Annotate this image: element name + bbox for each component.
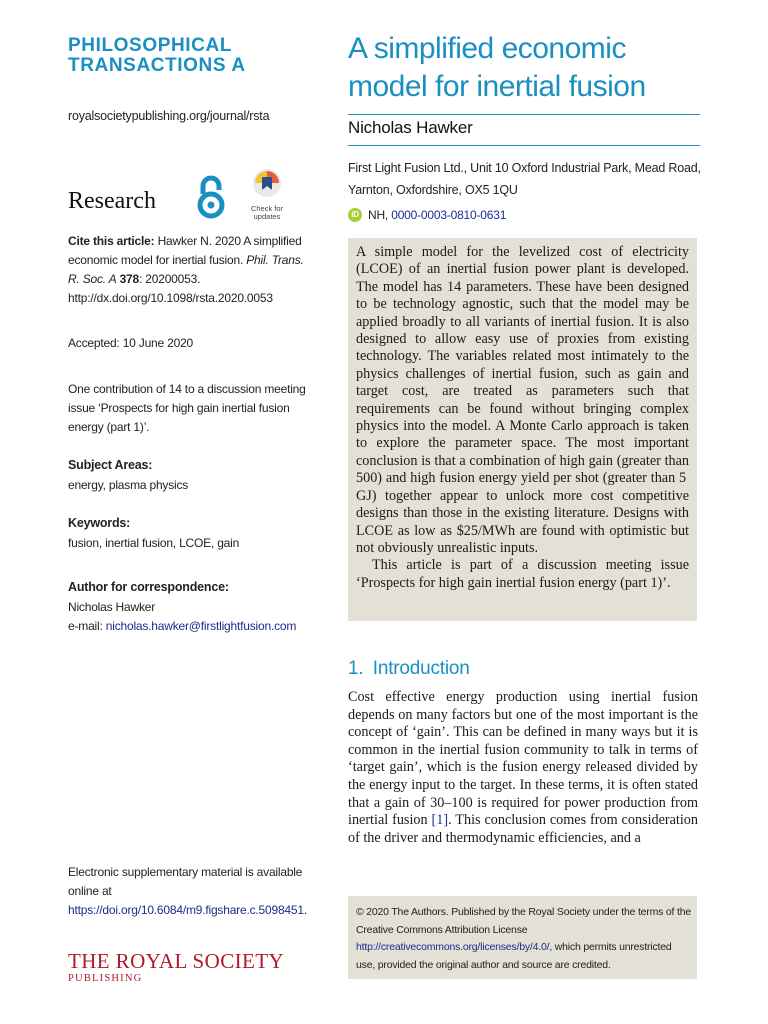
reference-link[interactable]: [1] bbox=[431, 812, 449, 829]
journal-name-line2: TRANSACTIONS A bbox=[68, 55, 246, 76]
check-updates-line2: updates bbox=[253, 212, 281, 221]
supplementary-link[interactable]: https://doi.org/10.6084/m9.figshare.c.5098451 bbox=[68, 903, 304, 917]
check-updates-line1: Check for bbox=[250, 204, 284, 213]
email-link[interactable]: nicholas.hawker@firstlightfusion.com bbox=[105, 619, 297, 633]
introduction-body bbox=[348, 689, 698, 847]
correspondence-name: Nicholas Hawker bbox=[68, 600, 156, 614]
orcid-row bbox=[348, 208, 506, 222]
citation-label: Cite this article: bbox=[68, 234, 155, 248]
introduction-text-end: . This conclusion comes from consideration of the driver and thermodynamic efficiencies, and a bbox=[348, 812, 698, 846]
subject-areas-heading: Subject Areas: bbox=[68, 458, 153, 472]
keywords-value: fusion, inertial fusion, LCOE, gain bbox=[68, 536, 240, 550]
license-text: © 2020 The Authors. Published by the Royal Society under the terms of the Creative Commons Attribution License bbox=[356, 906, 691, 936]
supplementary-text: Electronic supplementary material is available online at bbox=[68, 865, 303, 898]
author-affiliation: First Light Fusion Ltd., Unit 10 Oxford Industrial Park, Mead Road, Yarnton, Oxfordshire, OX5 1QU bbox=[348, 161, 701, 197]
publisher-sub: PUBLISHING bbox=[68, 973, 143, 984]
citation-doi[interactable]: http://dx.doi.org/10.1098/rsta.2020.0053 bbox=[68, 291, 273, 305]
supplementary-tail: . bbox=[303, 903, 307, 917]
correspondence-email-row bbox=[68, 617, 308, 636]
accepted-date: Accepted: 10 June 2020 bbox=[68, 336, 194, 350]
abstract-paragraph-2: This article is part of a discussion meeting issue ‘Prospects for high gain inertial fusion energy (part 1)’. bbox=[356, 557, 689, 591]
title-rule bbox=[348, 114, 700, 115]
article-author: Nicholas Hawker bbox=[348, 118, 473, 137]
abstract-paragraph-1: A simple model for the levelized cost of electricity (LCOE) of an inertial fusion power plant is developed. The model has 14 parameters. These have been designed to be technology agnostic, such that the model may be applied broadly to all variants of inertial fusion. It is also designed to allow easy use of proxies from existing technology. The variables related most intimately to the physics challenges of inertial fusion, such as gain and target cost, are treated as parameters such that requirements can be found without bringing complex physics into the model. A Monte Carlo approach is taken to explore the parameter space. The most important conclusion is that a combination of high gain (greater than 500) and high fusion energy yield per shot (greater than 5 GJ) together appear to unlock more cost competitive designs than those in the existing literature. Designs with LCOE as low as $25/MWh are found with optimistic but not obviously unrealistic inputs. bbox=[356, 244, 689, 556]
supplementary-note bbox=[68, 863, 308, 920]
article-title: A simplified economic model for inertial fusion bbox=[348, 32, 646, 103]
citation-tail: : 20200053. bbox=[139, 272, 201, 286]
abstract-box bbox=[348, 238, 697, 621]
keywords-heading: Keywords: bbox=[68, 516, 131, 530]
check-updates-icon bbox=[252, 168, 282, 198]
citation-text: Hawker N. 2020 A simplified economic model for inertial fusion. bbox=[68, 234, 302, 267]
orcid-link[interactable]: 0000-0003-0810-0631 bbox=[391, 208, 507, 222]
license-box bbox=[348, 896, 697, 979]
check-for-updates-badge[interactable] bbox=[244, 168, 290, 220]
journal-name bbox=[68, 36, 246, 76]
license-link[interactable]: http://creativecommons.org/licenses/by/4.0/ bbox=[356, 941, 550, 953]
subject-areas-value: energy, plasma physics bbox=[68, 478, 189, 492]
orcid-initials: NH, bbox=[368, 208, 389, 222]
citation-volume: 378 bbox=[116, 272, 140, 286]
orcid-icon: iD bbox=[348, 208, 362, 222]
publisher-name: THE ROYAL SOCIETY bbox=[68, 949, 285, 973]
open-access-icon bbox=[193, 174, 229, 220]
contribution-note: One contribution of 14 to a discussion meeting issue ‘Prospects for high gain inertial fusion energy (part 1)’. bbox=[68, 382, 306, 434]
license-tail: , which permits unrestricted use, provided the original author and source are credited. bbox=[356, 941, 672, 971]
citation-block bbox=[68, 232, 308, 308]
journal-name-line1: PHILOSOPHICAL bbox=[68, 35, 233, 56]
author-rule bbox=[348, 145, 700, 146]
email-label: e-mail: bbox=[68, 619, 106, 633]
introduction-heading: 1. Introduction bbox=[348, 658, 470, 679]
correspondence-heading: Author for correspondence: bbox=[68, 580, 229, 594]
introduction-text-start: Cost effective energy production using inertial fusion depends on many factors but one of the most important is the concept of ‘gain’. This can be defined in many ways but it is common in the inertial fusion community to talk in terms of ‘target gain’, which is the fusion energy released divided by the energy input to the target. In these terms, it is often stated that a gain of 30–100 is required for power production from inertial fusion bbox=[348, 689, 698, 829]
citation-journal: Phil. Trans. R. Soc. A bbox=[68, 253, 304, 286]
section-label: Research bbox=[68, 188, 156, 214]
publisher-logo bbox=[68, 950, 284, 984]
journal-url[interactable]: royalsocietypublishing.org/journal/rsta bbox=[68, 109, 270, 123]
